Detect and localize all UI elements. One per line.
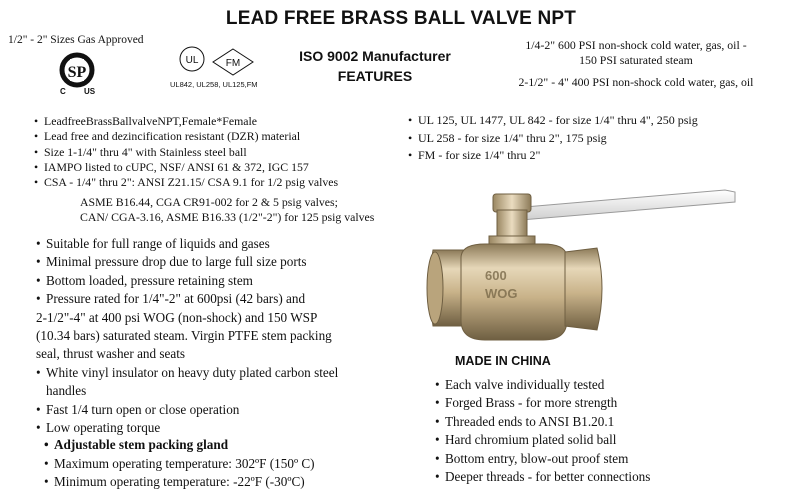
made-in-label: MADE IN CHINA (455, 354, 551, 368)
csa-continuation (80, 195, 420, 226)
csa-continuation-line: ASME B16.44, CGA CR91-002 for 2 & 5 psig valves; (80, 195, 338, 209)
feature-list-standards (34, 114, 424, 190)
ul-certification-logo (175, 44, 209, 74)
list-item-line: (10.34 bars) saturated steam. Virgin PTFE stem packing (36, 328, 332, 344)
list-item: • FM - for size 1/4" thru 2" (408, 147, 788, 165)
pressure-rating-steam: 150 PSI saturated steam (579, 53, 693, 67)
valve-handle (507, 190, 735, 230)
valve-pressure-marking: 600 (485, 268, 507, 283)
page-title: LEAD FREE BRASS BALL VALVE NPT (225, 8, 577, 29)
list-item-line: seal, thrust washer and seats (36, 346, 186, 362)
list-item-line: 2-1/2"-4" at 400 psi WOG (non-shock) and 150 WSP (36, 309, 318, 325)
list-item: • UL 258 - for size 1/4" thru 2", 175 psig (408, 130, 788, 148)
list-item: • Low operating torque (36, 419, 406, 437)
list-item: • IAMPO listed to cUPC, NSF/ ANSI 61 & 372, IGC 157 (34, 160, 424, 175)
iso-manufacturer-label: ISO 9002 Manufacturer (299, 48, 451, 64)
list-item: • Forged Brass - for more strength (435, 394, 795, 412)
fm-approval-logo (211, 47, 255, 77)
csa-certification-logo (54, 46, 100, 98)
list-item: • Minimal pressure drop due to large full size ports (36, 253, 406, 271)
csa-c-label: C (60, 87, 66, 96)
gas-approved-note: 1/2" - 2" Sizes Gas Approved (8, 34, 144, 46)
list-item (36, 290, 406, 364)
iso-features-heading (280, 46, 470, 86)
list-item: • Deeper threads - for better connections (435, 468, 795, 486)
valve-stem-nut (489, 194, 535, 250)
feature-list-temperature (44, 436, 384, 492)
ball-valve-image (425, 188, 760, 356)
list-item: • Hard chromium plated solid ball (435, 431, 795, 449)
pressure-rating-2: 2-1/2" - 4" 400 PSI non-shock cold water, gas, oil (518, 75, 754, 89)
list-item: • Bottom loaded, pressure retaining stem (36, 272, 406, 290)
fm-label: FM (225, 58, 241, 69)
ul-fm-ratings-list (408, 112, 788, 165)
list-item: • Lead free and dezincification resistant (DZR) material (34, 129, 424, 144)
list-item: • Adjustable stem packing gland (44, 436, 384, 455)
ul-label: UL (185, 55, 199, 66)
valve-left-port (427, 250, 465, 326)
list-item: • Fast 1/4 turn open or close operation (36, 401, 406, 419)
list-item: • Minimum operating temperature: -22ºF (-30ºC) (44, 473, 384, 492)
list-item: • LeadfreeBrassBallvalveNPT,Female*Female (34, 114, 424, 129)
list-item (36, 364, 406, 401)
list-item: • Maximum operating temperature: 302ºF (150º C) (44, 455, 384, 474)
valve-wog-marking: WOG (485, 286, 518, 301)
list-item-line: • White vinyl insulator on heavy duty plated carbon steel (46, 364, 339, 380)
features-label: FEATURES (337, 68, 413, 84)
list-item: • Bottom entry, blow-out proof stem (435, 450, 795, 468)
csa-us-label: US (84, 87, 96, 96)
valve-right-port (565, 248, 602, 330)
feature-list-main (36, 235, 406, 437)
list-item-line: • Pressure rated for 1/4"-2" at 600psi (42 bars) and (46, 291, 306, 307)
certification-caption: UL842, UL258, UL125,FM (170, 80, 258, 89)
list-item: • Size 1-1/4" thru 4" with Stainless steel ball (34, 145, 424, 160)
svg-text:SP: SP (67, 64, 87, 81)
list-item: • Threaded ends to ANSI B1.20.1 (435, 413, 795, 431)
list-item-line: handles (46, 383, 87, 399)
pressure-rating-1: 1/4-2" 600 PSI non-shock cold water, gas, oil - (525, 38, 747, 52)
list-item: • UL 125, UL 1477, UL 842 - for size 1/4" thru 4", 250 psig (408, 112, 788, 130)
csa-continuation-line: CAN/ CGA-3.16, ASME B16.33 (1/2"-2") for 125 psig valves (80, 210, 375, 225)
list-item: • Suitable for full range of liquids and gases (36, 235, 406, 253)
list-item: • Each valve individually tested (435, 376, 795, 394)
valve-quality-list (435, 376, 795, 486)
list-item: • CSA - 1/4" thru 2": ANSI Z21.15/ CSA 9.1 for 1/2 psig valves (34, 175, 424, 190)
